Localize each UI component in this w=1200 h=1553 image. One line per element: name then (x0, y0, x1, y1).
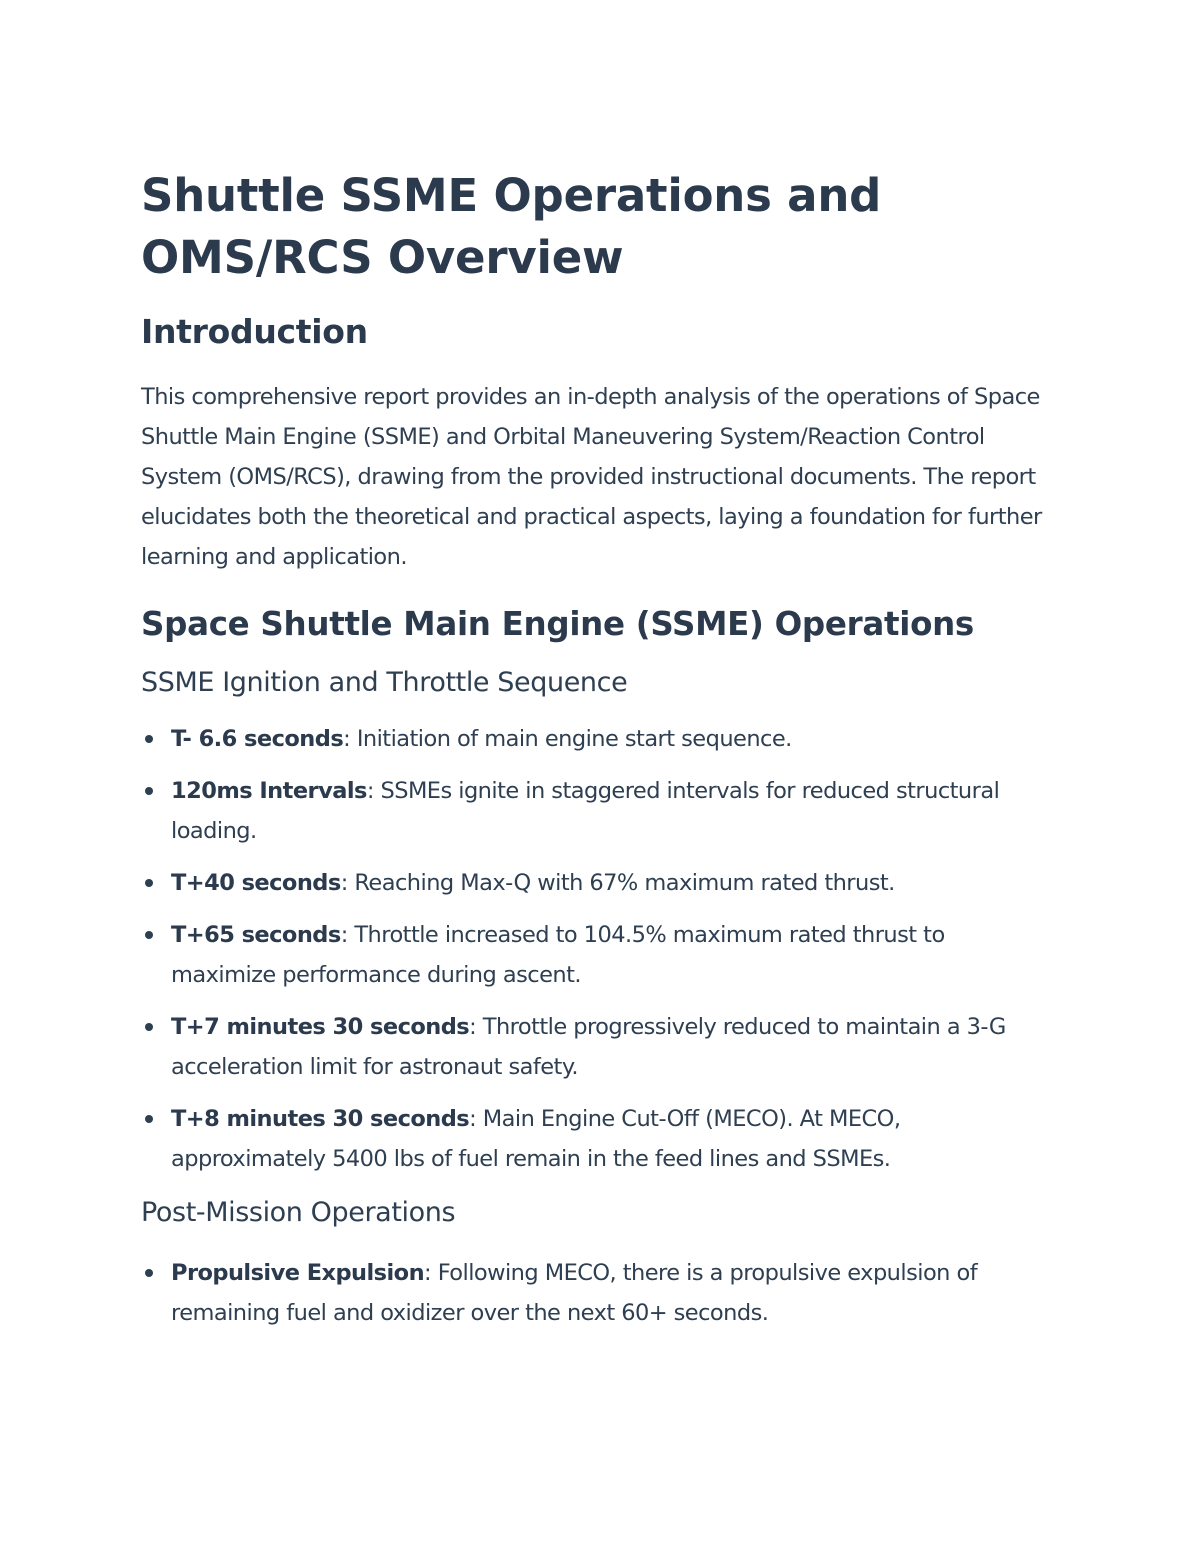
list-item-term: Propulsive Expulsion (171, 1260, 425, 1286)
document-title: Shuttle SSME Operations and OMS/RCS Overview (141, 169, 882, 284)
bullet-icon (145, 931, 153, 939)
list-item (141, 719, 1051, 759)
list-item-separator: : (469, 1106, 483, 1132)
bullet-icon (145, 787, 153, 795)
list-item-term: T+40 seconds (171, 870, 341, 896)
list-item-text: Reaching Max-Q with 67% maximum rated thrust. (354, 870, 895, 896)
list-item-separator: : (424, 1260, 438, 1286)
bullet-icon (145, 1023, 153, 1031)
list-item (141, 915, 1051, 995)
introduction-paragraph: This comprehensive report provides an in-depth analysis of the operations of Space Shuttle Main Engine (SSME) and Orbital Maneuvering System/Reaction Control System (OMS/RCS), drawing from the provided instructional documents. The report elucidates both the theoretical and practical aspects, laying a foundation for further learning and application. (141, 384, 1042, 570)
list-item-text: Throttle increased to 104.5% maximum rated thrust to maximize performance during ascent. (171, 922, 945, 988)
list-item (141, 863, 1051, 903)
ignition-sequence-subheading: SSME Ignition and Throttle Sequence (141, 667, 628, 698)
bullet-icon (145, 1269, 153, 1277)
post-mission-list (141, 1253, 1051, 1333)
list-item-term: 120ms Intervals (171, 778, 367, 804)
ignition-sequence-list (141, 719, 1051, 1179)
post-mission-subheading: Post-Mission Operations (141, 1197, 456, 1228)
introduction-heading: Introduction (141, 312, 368, 351)
bullet-icon (145, 735, 153, 743)
list-item-text: Throttle progressively reduced to maintain a 3-G acceleration limit for astronaut safety. (171, 1014, 1006, 1080)
list-item-text: Following MECO, there is a propulsive expulsion of remaining fuel and oxidizer over the next 60+ seconds. (171, 1260, 978, 1326)
list-item-separator: : (366, 778, 381, 804)
list-item-term: T+65 seconds (171, 922, 341, 948)
list-item (141, 1253, 1051, 1333)
bullet-icon (145, 879, 153, 887)
list-item-text: Initiation of main engine start sequence. (356, 726, 792, 752)
bullet-icon (145, 1115, 153, 1123)
list-item-text: Main Engine Cut-Off (MECO). At MECO, approximately 5400 lbs of fuel remain in the feed lines and SSMEs. (171, 1106, 901, 1172)
list-item (141, 1099, 1051, 1179)
list-item-term: T+7 minutes 30 seconds (171, 1014, 470, 1040)
list-item-term: T+8 minutes 30 seconds (171, 1106, 470, 1132)
list-item-text: SSMEs ignite in staggered intervals for reduced structural loading. (171, 778, 1000, 844)
list-item-separator: : (469, 1014, 483, 1040)
list-item-separator: : (340, 922, 355, 948)
ssme-operations-heading: Space Shuttle Main Engine (SSME) Operations (141, 605, 974, 643)
document-page (141, 165, 1051, 1345)
list-item (141, 771, 1051, 851)
list-item-separator: : (343, 726, 357, 752)
list-item (141, 1007, 1051, 1087)
list-item-separator: : (340, 870, 355, 896)
list-item-term: T- 6.6 seconds (171, 726, 344, 752)
